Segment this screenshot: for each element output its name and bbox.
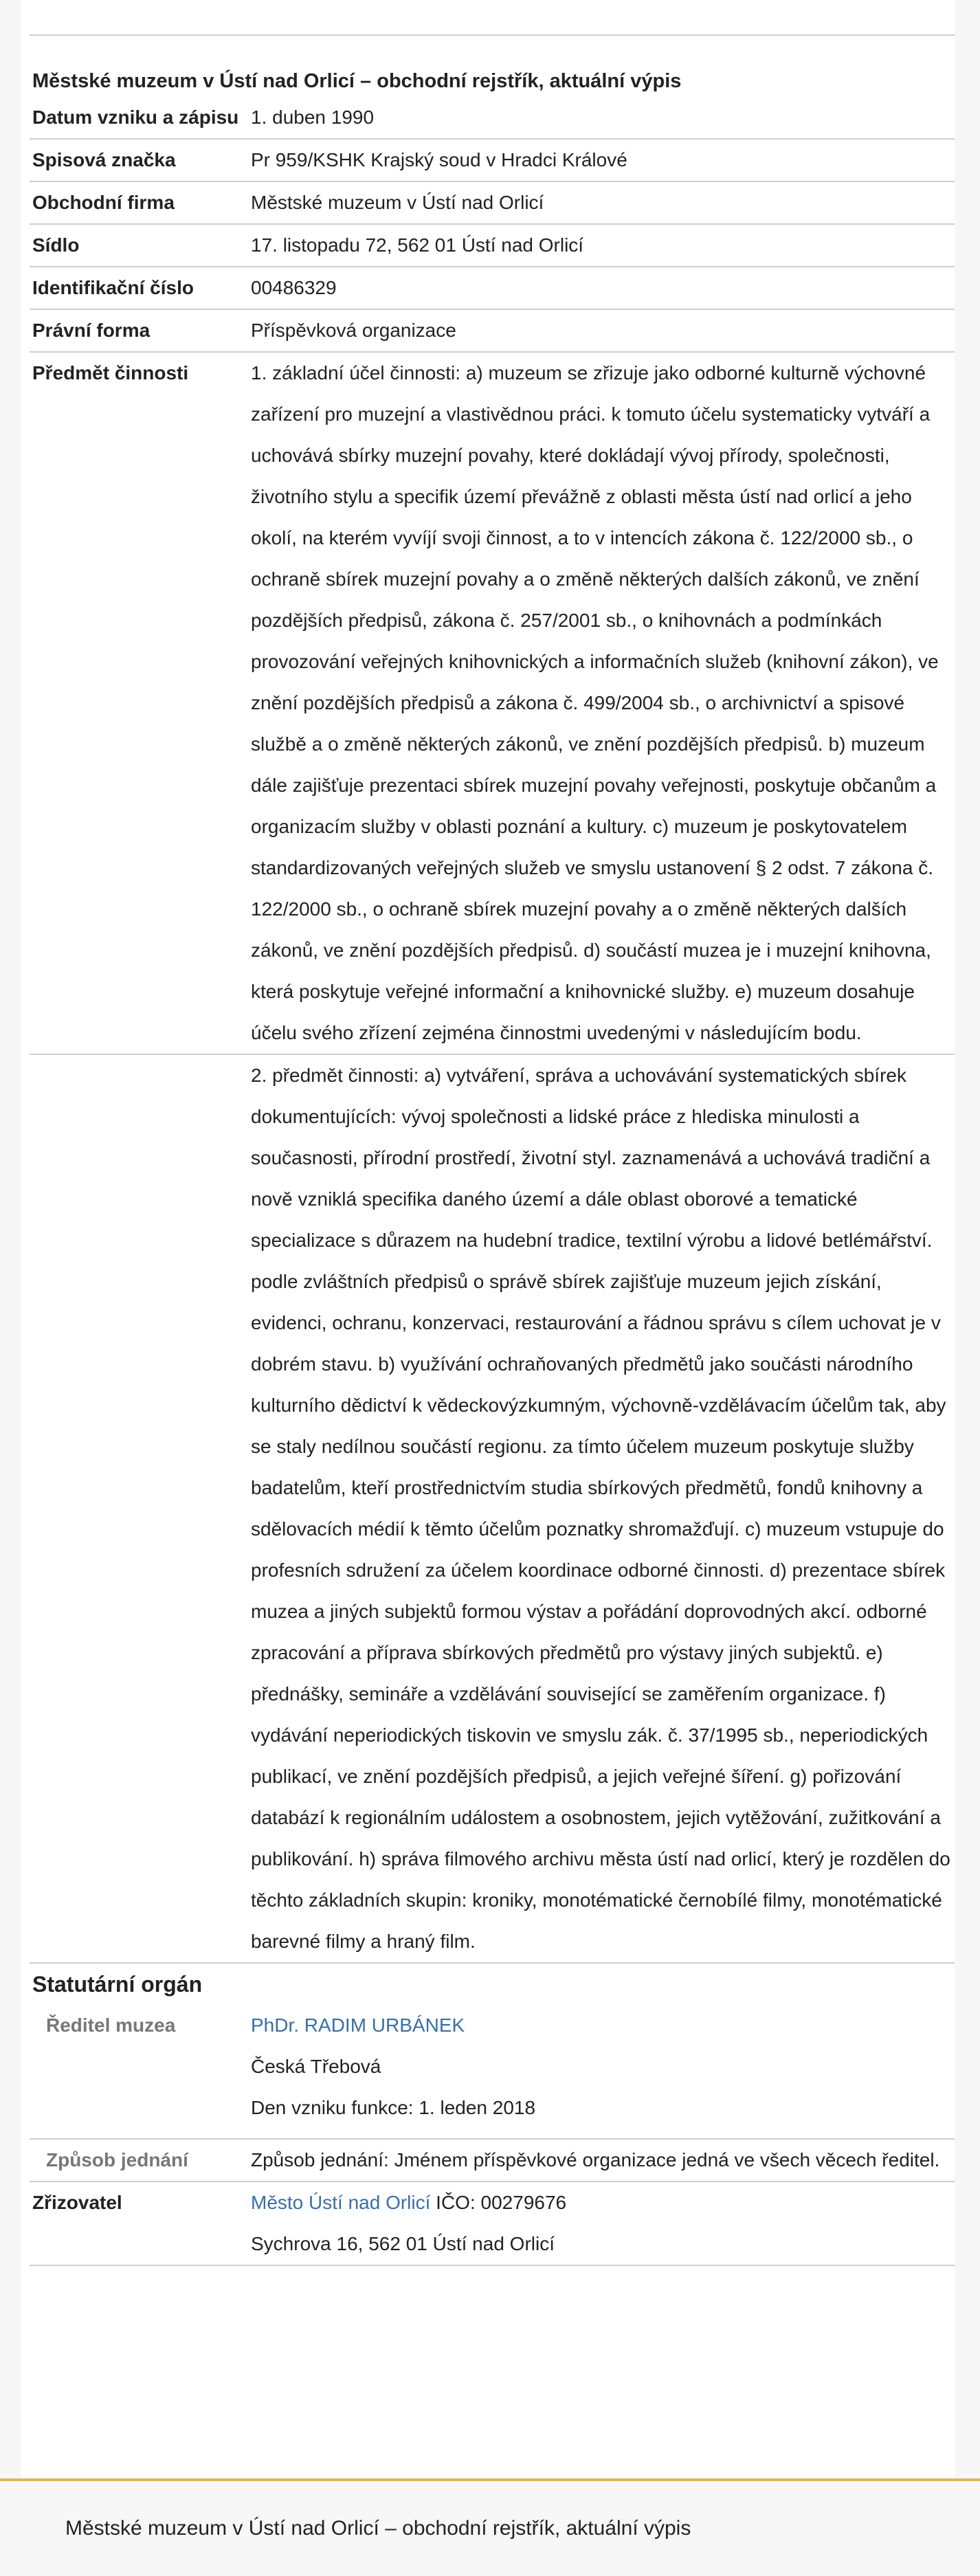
label-empty	[30, 1055, 251, 1962]
row-sidlo	[30, 225, 955, 267]
registry-extract	[30, 65, 955, 2266]
zrizovatel-name-link[interactable]: Město Ústí nad Orlicí	[251, 2192, 431, 2213]
value-obchodni-firma: Městské muzeum v Ústí nad Orlicí	[251, 192, 544, 213]
row-reditel	[30, 2005, 955, 2140]
value-zrizovatel	[251, 2182, 955, 2265]
label-zpusob-jednani: Způsob jednání	[46, 2149, 188, 2170]
reditel-city: Česká Třebová	[251, 2056, 381, 2077]
value-reditel	[251, 2005, 955, 2138]
row-datum-vzniku	[30, 97, 955, 140]
footer	[0, 2481, 980, 2576]
footer-text: Městské muzeum v Ústí nad Orlicí – obchodní rejstřík, aktuální výpis	[65, 2517, 691, 2540]
label-identifikacni-cislo: Identifikační číslo	[32, 277, 194, 298]
value-predmet-cinnosti-2: 2. předmět činnosti: a) vytváření, správa a uchovávání systematických sbírek dokumentujících: vývoj společnosti a lidské práce z hlediska minulosti a současnosti, přírodní prostředí, životní styl. zaznamenává a uchovává tradiční a nově vzniklá specifika daného území a dále oblast oborové a tematické specializace s důrazem na hudební tradice, textilní výrobu a lidové betlémářství. podle zvláštních předpisů o správě sbírek zajišťuje muzeum jejich získání, evidenci, ochranu, konzervaci, restaurování a řádnou správu s cílem uchovat je v dobrém stavu. b) využívání ochraňovaných předmětů jako součásti národního kulturního dědictví k vědeckovýzkumným, výchovně-vzdělávacím účelům tak, aby se staly nedílnou součástí regionu. za tímto účelem muzeum poskytuje služby badatelům, kteří prostřednictvím studia sbírkových předmětů, fondů knihovny a sdělovacích médií k těmto účelům poznatky shromažďují. c) muzeum vstupuje do profesních sdružení za účelem koordinace odborné činnosti. d) prezentace sbírek muzea a jiných subjektů formou výstav a pořádání doprovodných akcí. odborné zpracování a příprava sbírkových předmětů pro výstavy jiných subjektů. e) přednášky, semináře a vzdělávání související se zaměřením organizace. f) vydávání neperiodických tiskovin ve smyslu zák. č. 37/1995 sb., neperiodických publikací, ve znění pozdějších předpisů, a jejich veřejné šíření. g) pořizování databází k regionálním událostem a osobnostem, jejich vytěžování, zužitkování a publikování. h) správa filmového archivu města ústí nad orlicí, který je rozdělen do těchto základních skupin: kroniky, monotématické černobílé filmy, monotématické barevné filmy a hraný film.	[251, 1065, 950, 1952]
label-datum-vzniku: Datum vzniku a zápisu	[32, 107, 239, 128]
label-reditel: Ředitel muzea	[46, 2014, 176, 2036]
section-statutarni-organ: Statutární orgán	[32, 1972, 203, 1997]
top-divider	[30, 34, 955, 36]
value-spisova-znacka: Pr 959/KSHK Krajský soud v Hradci Králové	[251, 149, 627, 170]
page-title: Městské muzeum v Ústí nad Orlicí – obchodní rejstřík, aktuální výpis	[32, 70, 682, 92]
reditel-since: Den vzniku funkce: 1. leden 2018	[251, 2097, 536, 2118]
label-pravni-forma: Právní forma	[32, 320, 151, 341]
row-zpusob-jednani	[30, 2140, 955, 2182]
row-pravni-forma	[30, 310, 955, 353]
label-predmet-cinnosti: Předmět činnosti	[32, 362, 189, 384]
label-obchodni-firma: Obchodní firma	[32, 192, 175, 213]
reditel-name-link[interactable]: PhDr. RADIM URBÁNEK	[251, 2014, 465, 2036]
value-predmet-cinnosti-1: 1. základní účel činnosti: a) muzeum se zřizuje jako odborné kulturně výchovné zařízení pro muzejní a vlastivědnou práci. k tomuto účelu systematicky vytváří a uchovává sbírky muzejní povahy, které dokládají vývoj přírody, společnosti, životního stylu a specifik území převážně z oblasti města ústí nad orlicí a jeho okolí, na kterém vyvíjí svoji činnost, a to v intencích zákona č. 122/2000 sb., o ochraně sbírek muzejní povahy a o změně některých dalších zákonů, ve znění pozdějších předpisů, zákona č. 257/2001 sb., o knihovnách a podmínkách provozování veřejných knihovnických a informačních služeb (knihovní zákon), ve znění pozdějších předpisů a zákona č. 499/2004 sb., o archivnictví a spisové službě a o změně některých zákonů, ve znění pozdějších předpisů. b) muzeum dále zajišťuje prezentaci sbírek muzejní povahy veřejnosti, poskytuje občanům a organizacím služby v oblasti poznání a kultury. c) muzeum je poskytovatelem standardizovaných veřejných služeb ve smyslu ustanovení § 2 odst. 7 zákona č. 122/2000 sb., o ochraně sbírek muzejní povahy a o změně některých dalších zákonů, ve znění pozdějších předpisů. d) součástí muzea je i muzejní knihovna, která poskytuje veřejné informační a knihovnické služby. e) muzeum dosahuje účelu svého zřízení zejména činnostmi uvedenými v následujícím bodu.	[251, 362, 939, 1043]
label-spisova-znacka: Spisová značka	[32, 149, 176, 170]
value-pravni-forma: Příspěvková organizace	[251, 320, 456, 341]
row-obchodni-firma	[30, 182, 955, 225]
value-zpusob-jednani: Způsob jednání: Jménem příspěvkové organizace jedná ve všech věcech ředitel.	[251, 2149, 940, 2170]
row-predmet-cinnosti-1	[30, 353, 955, 1055]
zrizovatel-ico: IČO: 00279676	[430, 2192, 567, 2213]
label-zrizovatel: Zřizovatel	[32, 2192, 122, 2213]
label-sidlo: Sídlo	[32, 234, 80, 256]
spacer	[251, 2129, 952, 2138]
value-datum-vzniku: 1. duben 1990	[251, 107, 375, 128]
value-sidlo: 17. listopadu 72, 562 01 Ústí nad Orlicí	[251, 234, 584, 256]
row-zrizovatel	[30, 2182, 955, 2266]
value-identifikacni-cislo: 00486329	[251, 277, 337, 298]
zrizovatel-address: Sychrova 16, 562 01 Ústí nad Orlicí	[251, 2233, 555, 2254]
row-identifikacni-cislo	[30, 267, 955, 310]
row-spisova-znacka	[30, 140, 955, 182]
row-predmet-cinnosti-2	[30, 1055, 955, 1964]
